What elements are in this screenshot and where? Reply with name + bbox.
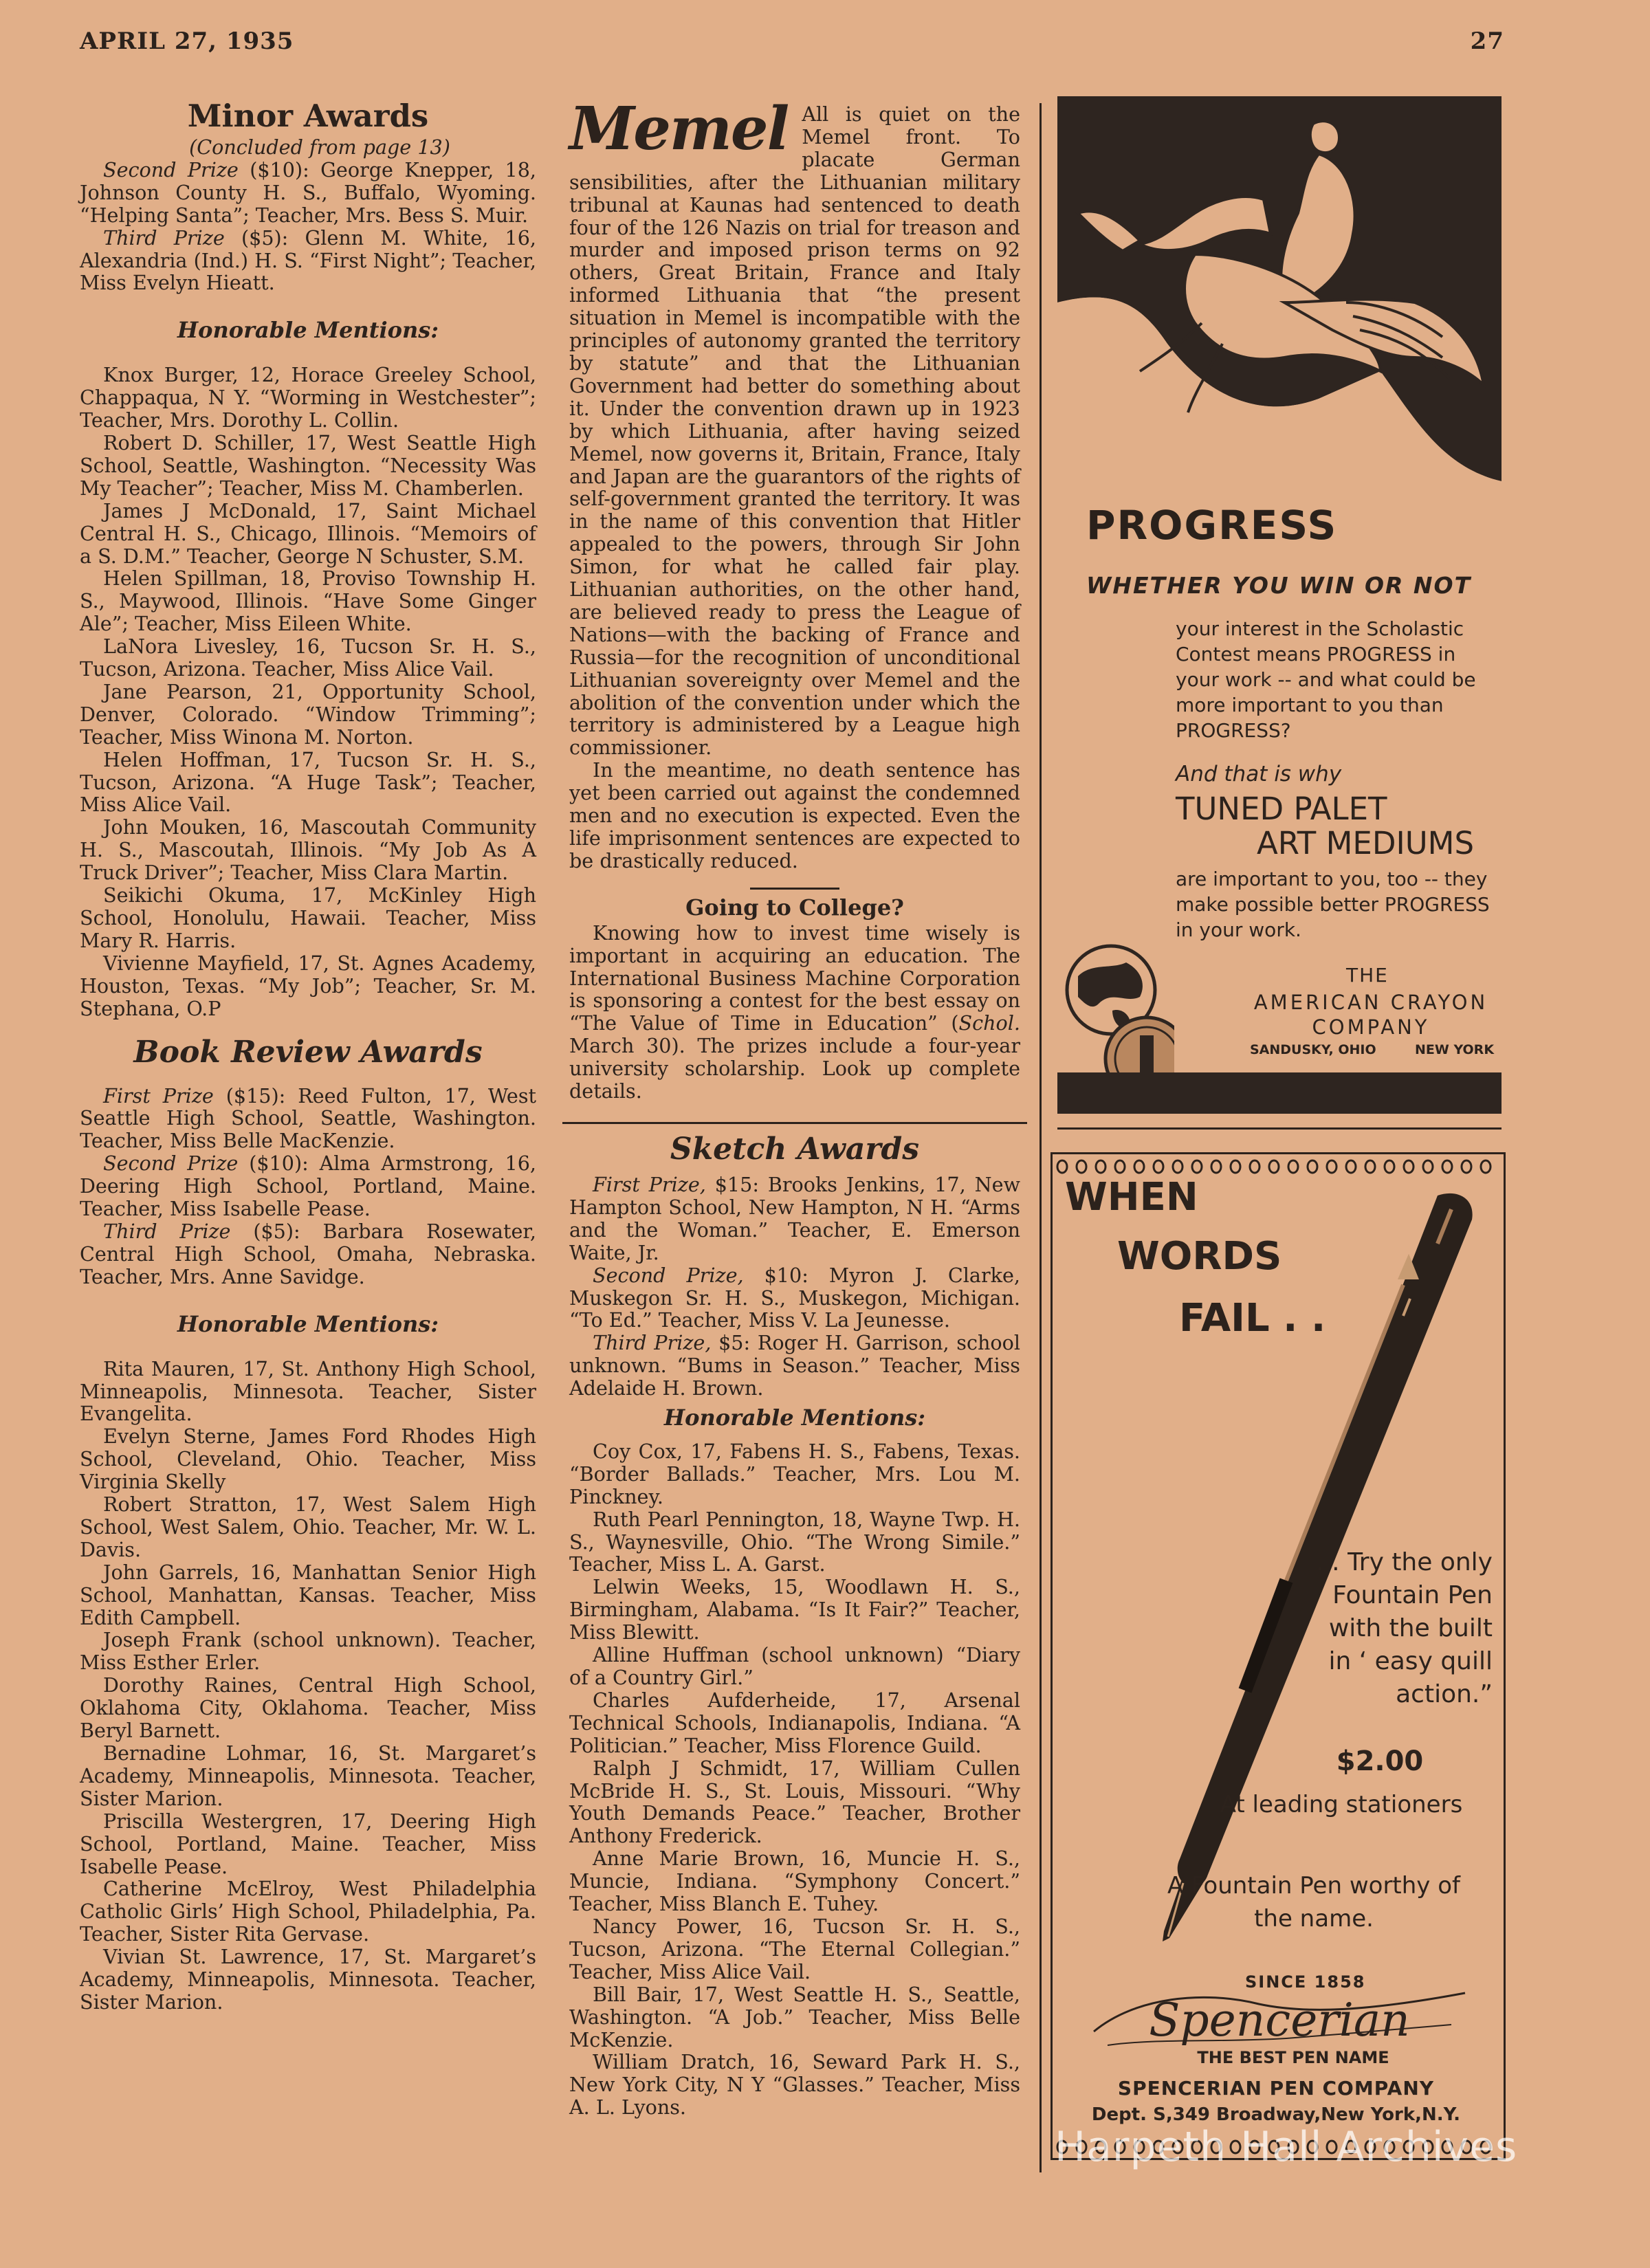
middle-column [569, 94, 1020, 2120]
book-mentions-heading: Honorable Mentions: [177, 1310, 439, 1337]
prize-text: $15: Brooks Jenkins, 17, New Hampton School, New Hampton, N H. “Arms and the Woman.” Teacher, E. Emerson Waite, Jr. [569, 1172, 1020, 1264]
american-crayon-ad [1057, 96, 1502, 1119]
headline-when: WHEN [1065, 1175, 1198, 1220]
book-prize [80, 1085, 536, 1153]
minor-awards-continued: (Concluded from page 13) [189, 135, 450, 159]
sketch-prize [569, 1174, 1020, 1264]
ad-footer-bar [1057, 1072, 1502, 1114]
prize-label: Second Prize [103, 1152, 239, 1176]
prize-text: $5: Roger H. Garrison, school unknown. “Bums in Season.” Teacher, Miss Adelaide H. Brown. [569, 1331, 1020, 1400]
prize-text: ($10): George Knepper, 18, Johnson County H. S., Buffalo, Wyoming. “Helping Santa”; Teacher, Mrs. Bess S. Muir. [80, 157, 536, 227]
mention-entry: Bill Bair, 17, West Seattle H. S., Seattle, Washington. “A Job.” Teacher, Miss Belle McKenzie. [569, 1982, 1020, 2051]
product-body: are important to you, too -- they make possible better PROGRESS in your work. [1176, 868, 1490, 941]
mention-entry: Robert D. Schiller, 17, West Seattle High School, Seattle, Washington. “Necessity Was My Teacher”; Teacher, Miss M. Chamberlen. [80, 430, 536, 500]
book-mentions-list [80, 1358, 536, 2014]
pen-tagline: A Fountain Pen worthy of the name. [1167, 1872, 1460, 1933]
mention-entry: Evelyn Sterne, James Ford Rhodes High School, Cleveland, Ohio. Teacher, Miss Virginia Skelly [80, 1424, 536, 1494]
progress-subhead: WHETHER YOU WIN OR NOT [1086, 572, 1472, 599]
book-review-title: Book Review Awards [133, 1034, 483, 1070]
company-the: THE [1346, 964, 1389, 987]
minor-second-prize [80, 159, 536, 227]
issue-date: APRIL 27, 1935 [80, 27, 294, 55]
company-location-2: NEW YORK [1415, 1042, 1495, 1057]
memel-title: Memel [569, 94, 789, 164]
mention-entry: Anne Marie Brown, 16, Muncie H. S., Muncie, Indiana. “Symphony Concert.” Teacher, Miss Blanch E. Tuhey. [569, 1847, 1020, 1916]
mention-entry: LaNora Livesley, 16, Tucson Sr. H. S., Tucson, Arizona. Teacher, Miss Alice Vail. [80, 635, 536, 681]
spencerian-pen-ad [1050, 1152, 1506, 2160]
and-that-is-why: And that is why [1176, 762, 1342, 786]
product-name-line-2: ART MEDIUMS [1257, 825, 1475, 861]
mention-entry: Lelwin Weeks, 15, Woodlawn H. S., Birmingham, Alabama. “Is It Fair?” Teacher, Miss Blewitt. [569, 1575, 1020, 1644]
mention-entry: Coy Cox, 17, Fabens H. S., Fabens, Texas. “Border Ballads.” Teacher, Mrs. Lou M. Pinckney. [569, 1439, 1020, 1508]
minor-awards-title: Minor Awards [187, 98, 429, 134]
sketch-prize [569, 1264, 1020, 1332]
mention-entry: Catherine McElroy, West Philadelphia Catholic Girls’ High School, Philadelphia, Pa. Teacher, Sister Rita Gervase. [80, 1877, 536, 1946]
prize-text: ($5): Glenn M. White, 16, Alexandria (Ind.) H. S. “First Night”; Teacher, Miss Evelyn Hieatt. [80, 225, 536, 295]
section-divider [750, 888, 839, 890]
college-body [569, 922, 1020, 1103]
pegasus-rider-illustration [1057, 96, 1502, 536]
pen-company-name: SPENCERIAN PEN COMPANY [1117, 2077, 1435, 2100]
mention-entry: Charles Aufderheide, 17, Arsenal Technical Schools, Indianapolis, Indiana. “A Politician.” Teacher, Miss Florence Guild. [569, 1688, 1020, 1757]
sketch-mentions-list [569, 1440, 1020, 2119]
mention-entry: Helen Hoffman, 17, Tucson Sr. H. S., Tucson, Arizona. “A Huge Task”; Teacher, Miss Alice Vail. [80, 747, 536, 817]
mention-entry: John Mouken, 16, Mascoutah Community H. S., Mascoutah, Illinois. “My Job As A Truck Driver”; Teacher, Miss Clara Martin. [80, 815, 536, 885]
prize-label: Second Prize [103, 157, 239, 181]
mention-entry: James J McDonald, 17, Saint Michael Central H. S., Chicago, Illinois. “Memoirs of a S. D.M.” Teacher, George N Schuster, S.M. [80, 498, 536, 568]
section-divider [562, 1122, 1027, 1124]
mention-entry: Priscilla Westergren, 17, Deering High School, Portland, Maine. Teacher, Miss Isabelle Pease. [80, 1809, 536, 1878]
at-leading-stationers: At leading stationers [1220, 1791, 1463, 1818]
prize-text: ($5): Barbara Rosewater, Central High School, Omaha, Nebraska. Teacher, Mrs. Anne Savidge. [80, 1219, 536, 1288]
prize-label: Third Prize [103, 225, 225, 250]
college-text-a: Knowing how to invest time wisely is important in acquiring an education. The International Business Machine Corporation is sponsoring a contest for the best essay on “The Value of Time in Education” ( [569, 921, 1020, 1035]
pen-company-address: Dept. S,349 Broadway,New York,N.Y. [1091, 2104, 1461, 2125]
logo-text: Spencerian [1149, 1994, 1410, 2047]
mention-entry: John Garrels, 16, Manhattan Senior High School, Manhattan, Kansas. Teacher, Miss Edith Campbell. [80, 1560, 536, 1629]
mention-entry: Vivian St. Lawrence, 17, St. Margaret’s Academy, Minneapolis, Minnesota. Teacher, Sister Marion. [80, 1945, 536, 2014]
best-pen-name: THE BEST PEN NAME [1197, 2048, 1389, 2067]
pen-price: $2.00 [1336, 1746, 1424, 1777]
headline-words: WORDS [1117, 1234, 1282, 1279]
minor-mentions-list [80, 364, 536, 1020]
try-the-pen: . . Try the only Fountain Pen with the built in ‘ easy quill action.” [1316, 1548, 1493, 1708]
left-column [80, 96, 536, 2014]
prize-text: ($10): Alma Armstrong, 16, Deering High School, Portland, Maine. Teacher, Miss Isabelle Pease. [80, 1152, 536, 1221]
archive-watermark: Harpeth Hall Archives [1055, 2123, 1518, 2171]
since-1858: SINCE 1858 [1245, 1972, 1366, 1992]
prize-label: First Prize [103, 1083, 214, 1108]
minor-mentions-heading: Honorable Mentions: [177, 317, 439, 344]
mention-entry: William Dratch, 16, Seward Park H. S., New York City, N Y “Glasses.” Teacher, Miss A. L. Lyons. [569, 2050, 1020, 2120]
mention-entry: Ruth Pearl Pennington, 18, Wayne Twp. H. S., Waynesville, Ohio. “The Wrong Simile.” Teacher, Miss L. A. Garst. [569, 1507, 1020, 1576]
prize-label: Third Prize, [593, 1331, 712, 1355]
sketch-awards-title: Sketch Awards [670, 1131, 920, 1167]
progress-body: your interest in the Scholastic Contest means PROGRESS in your work -- and what could be more important to you than PROGRESS? [1176, 617, 1476, 742]
prize-text: ($15): Reed Fulton, 17, West Seattle High School, Seattle, Washington. Teacher, Miss Belle MacKenzie. [80, 1083, 536, 1153]
mention-entry: Robert Stratton, 17, West Salem High School, West Salem, Ohio. Teacher, Mr. W. L. Davis. [80, 1493, 536, 1561]
mention-entry: Bernadine Lohmar, 16, St. Margaret’s Academy, Minneapolis, Minnesota. Teacher, Sister Marion. [80, 1741, 536, 1810]
memel-paragraph-1: All is quiet on the Memel front. To placate German sensibilities, after the Lithuanian military tribunal at Kaunas had sentenced to death four of the 126 Nazis on trial for treason and murder and imposed prison terms on 92 others, Great Britain, France and Italy informed Lithuania that “the present situation in Memel is incompatible with the principles of autonomy granted the territory by statute” and that the Lithuanian Government had better do something about it. Under the convention drawn up in 1923 by which Lithuania, after having seized Memel, now governs it, Britain, France, Italy and Japan are the guarantors of the rights of self-government granted the territory. It was in the name of this convention that Hitler appealed to the powers, through Sir John Simon, for what he called fair play. Lithuanian authorities, on the other hand, are believed ready to press the League of Nations—with the backing of France and Russia—for the recognition of unconditional Lithuanian sovereignty over Memel and the abolition of the convention under which the territory is administered by a League high commissioner. [569, 102, 1020, 760]
mention-entry: Vivienne Mayfield, 17, St. Agnes Academy, Houston, Texas. “My Job”; Teacher, Sr. M. Stephana, O.P [80, 951, 536, 1020]
prize-text: $10: Myron J. Clarke, Muskegon Sr. H. S., Muskegon, Michigan. “To Ed.” Teacher, Miss V. La Jeunesse. [569, 1263, 1020, 1332]
mention-entry: Alline Huffman (school unknown) “Diary of a Country Girl.” [569, 1643, 1020, 1689]
mention-entry: Dorothy Raines, Central High School, Oklahoma City, Oklahoma. Teacher, Miss Beryl Barnett. [80, 1673, 536, 1743]
mention-entry: Helen Spillman, 18, Proviso Township H. S., Maywood, Illinois. “Have Some Ginger Ale”; Teacher, Miss Eileen White. [80, 566, 536, 636]
book-prize [80, 1220, 536, 1288]
company-location-1: SANDUSKY, OHIO [1250, 1042, 1376, 1057]
memel-article [569, 94, 1020, 760]
mention-entry: Rita Mauren, 17, St. Anthony High School, Minneapolis, Minnesota. Teacher, Sister Evangelita. [80, 1356, 536, 1426]
book-prize [80, 1152, 536, 1220]
prize-label: Second Prize, [593, 1263, 744, 1287]
prize-label: Third Prize [103, 1219, 231, 1243]
memel-paragraph-2: In the meantime, no death sentence has yet been carried out against the condemned men and no execution is expected. Even the life imprisonment sentences are expected to be drastically reduced. [569, 758, 1020, 872]
ad-separator [1057, 1127, 1502, 1130]
mention-entry: Seikichi Okuma, 17, McKinley High School, Honolulu, Hawaii. Teacher, Miss Mary R. Harris. [80, 883, 536, 952]
page-number: 27 [1470, 27, 1504, 55]
mention-entry: Joseph Frank (school unknown). Teacher, Miss Esther Erler. [80, 1628, 536, 1675]
college-text-b: March 30). The prizes include a four-year university scholarship. Look up complete details. [569, 1034, 1020, 1103]
minor-third-prize [80, 227, 536, 295]
mention-entry: Ralph J Schmidt, 17, William Cullen McBride H. S., St. Louis, Missouri. “Why Youth Demands Peace.” Teacher, Brother Anthony Frederick. [569, 1756, 1020, 1848]
product-name-line-1: TUNED PALET [1176, 791, 1387, 827]
prize-label: First Prize, [593, 1172, 706, 1196]
sketch-mentions-heading: Honorable Mentions: [663, 1405, 926, 1431]
headline-fail: FAIL . . [1179, 1296, 1326, 1341]
college-text-italic: Schol. [958, 1011, 1020, 1035]
college-title: Going to College? [685, 894, 904, 921]
mention-entry: Knox Burger, 12, Horace Greeley School, Chappaqua, N Y. “Worming in Westchester”; Teacher, Mrs. Dorothy L. Collin. [80, 363, 536, 432]
mention-entry: Nancy Power, 16, Tucson Sr. H. S., Tucson, Arizona. “The Eternal Collegian.” Teacher, Miss Alice Vail. [569, 1914, 1020, 1983]
mention-entry: Jane Pearson, 21, Opportunity School, Denver, Colorado. “Window Trimming”; Teacher, Miss Winona M. Norton. [80, 679, 536, 749]
company-name: AMERICAN CRAYON COMPANY [1253, 991, 1488, 1039]
column-rule [1040, 103, 1042, 2172]
progress-headline: PROGRESS [1086, 502, 1338, 549]
sketch-prize [569, 1332, 1020, 1400]
